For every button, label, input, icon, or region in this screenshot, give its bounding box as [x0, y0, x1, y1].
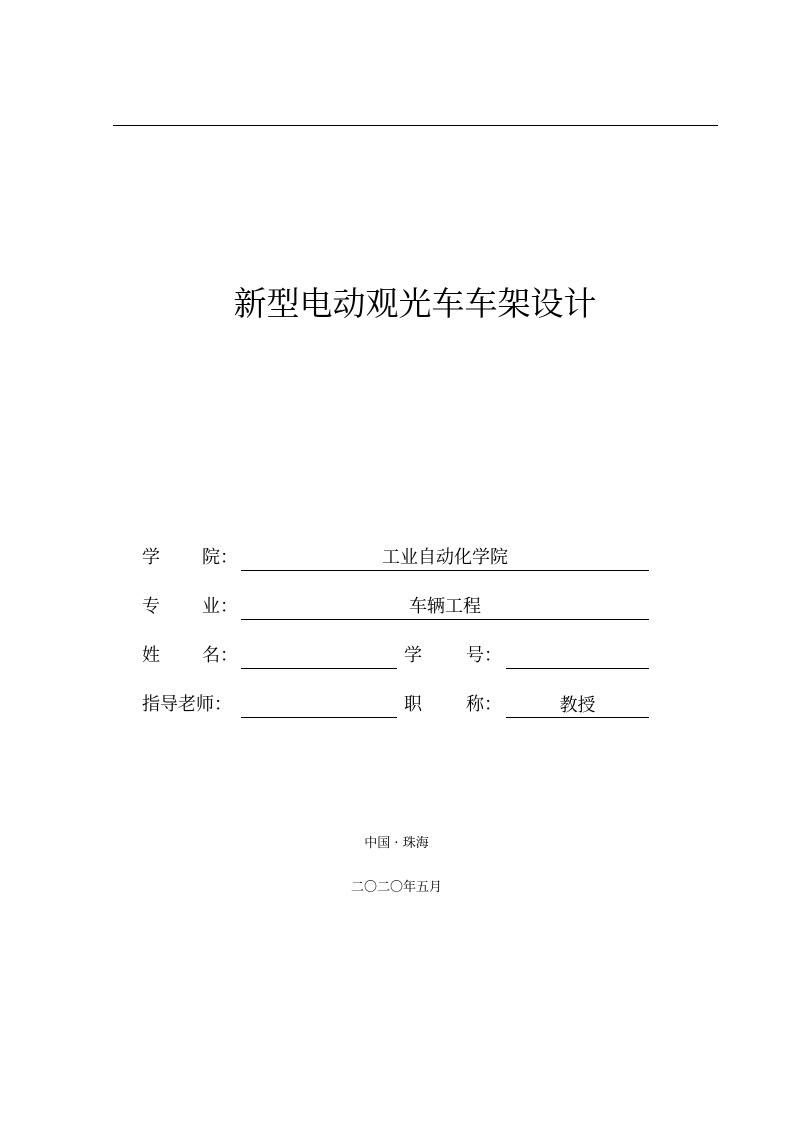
top-rule: [113, 125, 718, 126]
name-label: [142, 644, 238, 668]
title-rank-label-a: 职: [404, 694, 422, 715]
title-rank-label: [404, 693, 502, 717]
student-id-field[interactable]: [506, 644, 649, 669]
advisor-label: 指导老师：: [142, 694, 232, 715]
document-title: 新型电动观光车车架设计: [233, 284, 597, 323]
footer-location: 中国 · 珠海: [364, 836, 429, 851]
student-id-label: [404, 644, 502, 668]
name-label-b: 名：: [202, 645, 238, 666]
footer-date: 二〇二〇年五月: [350, 880, 442, 895]
student-id-label-a: 学: [404, 645, 422, 666]
college-label-b: 院：: [202, 547, 238, 568]
college-label-a: 学: [142, 547, 160, 568]
major-label: [142, 595, 238, 619]
name-field[interactable]: [241, 644, 397, 669]
advisor-field[interactable]: [241, 693, 397, 718]
major-label-b: 业：: [202, 596, 238, 617]
major-field[interactable]: 车辆工程: [241, 595, 649, 620]
title-rank-label-b: 称：: [466, 694, 502, 715]
college-field[interactable]: 工业自动化学院: [241, 546, 649, 571]
major-label-a: 专: [142, 596, 160, 617]
name-label-a: 姓: [142, 645, 160, 666]
college-label: [142, 546, 238, 570]
title-rank-field[interactable]: 教授: [506, 693, 649, 718]
student-id-label-b: 号：: [466, 645, 502, 666]
